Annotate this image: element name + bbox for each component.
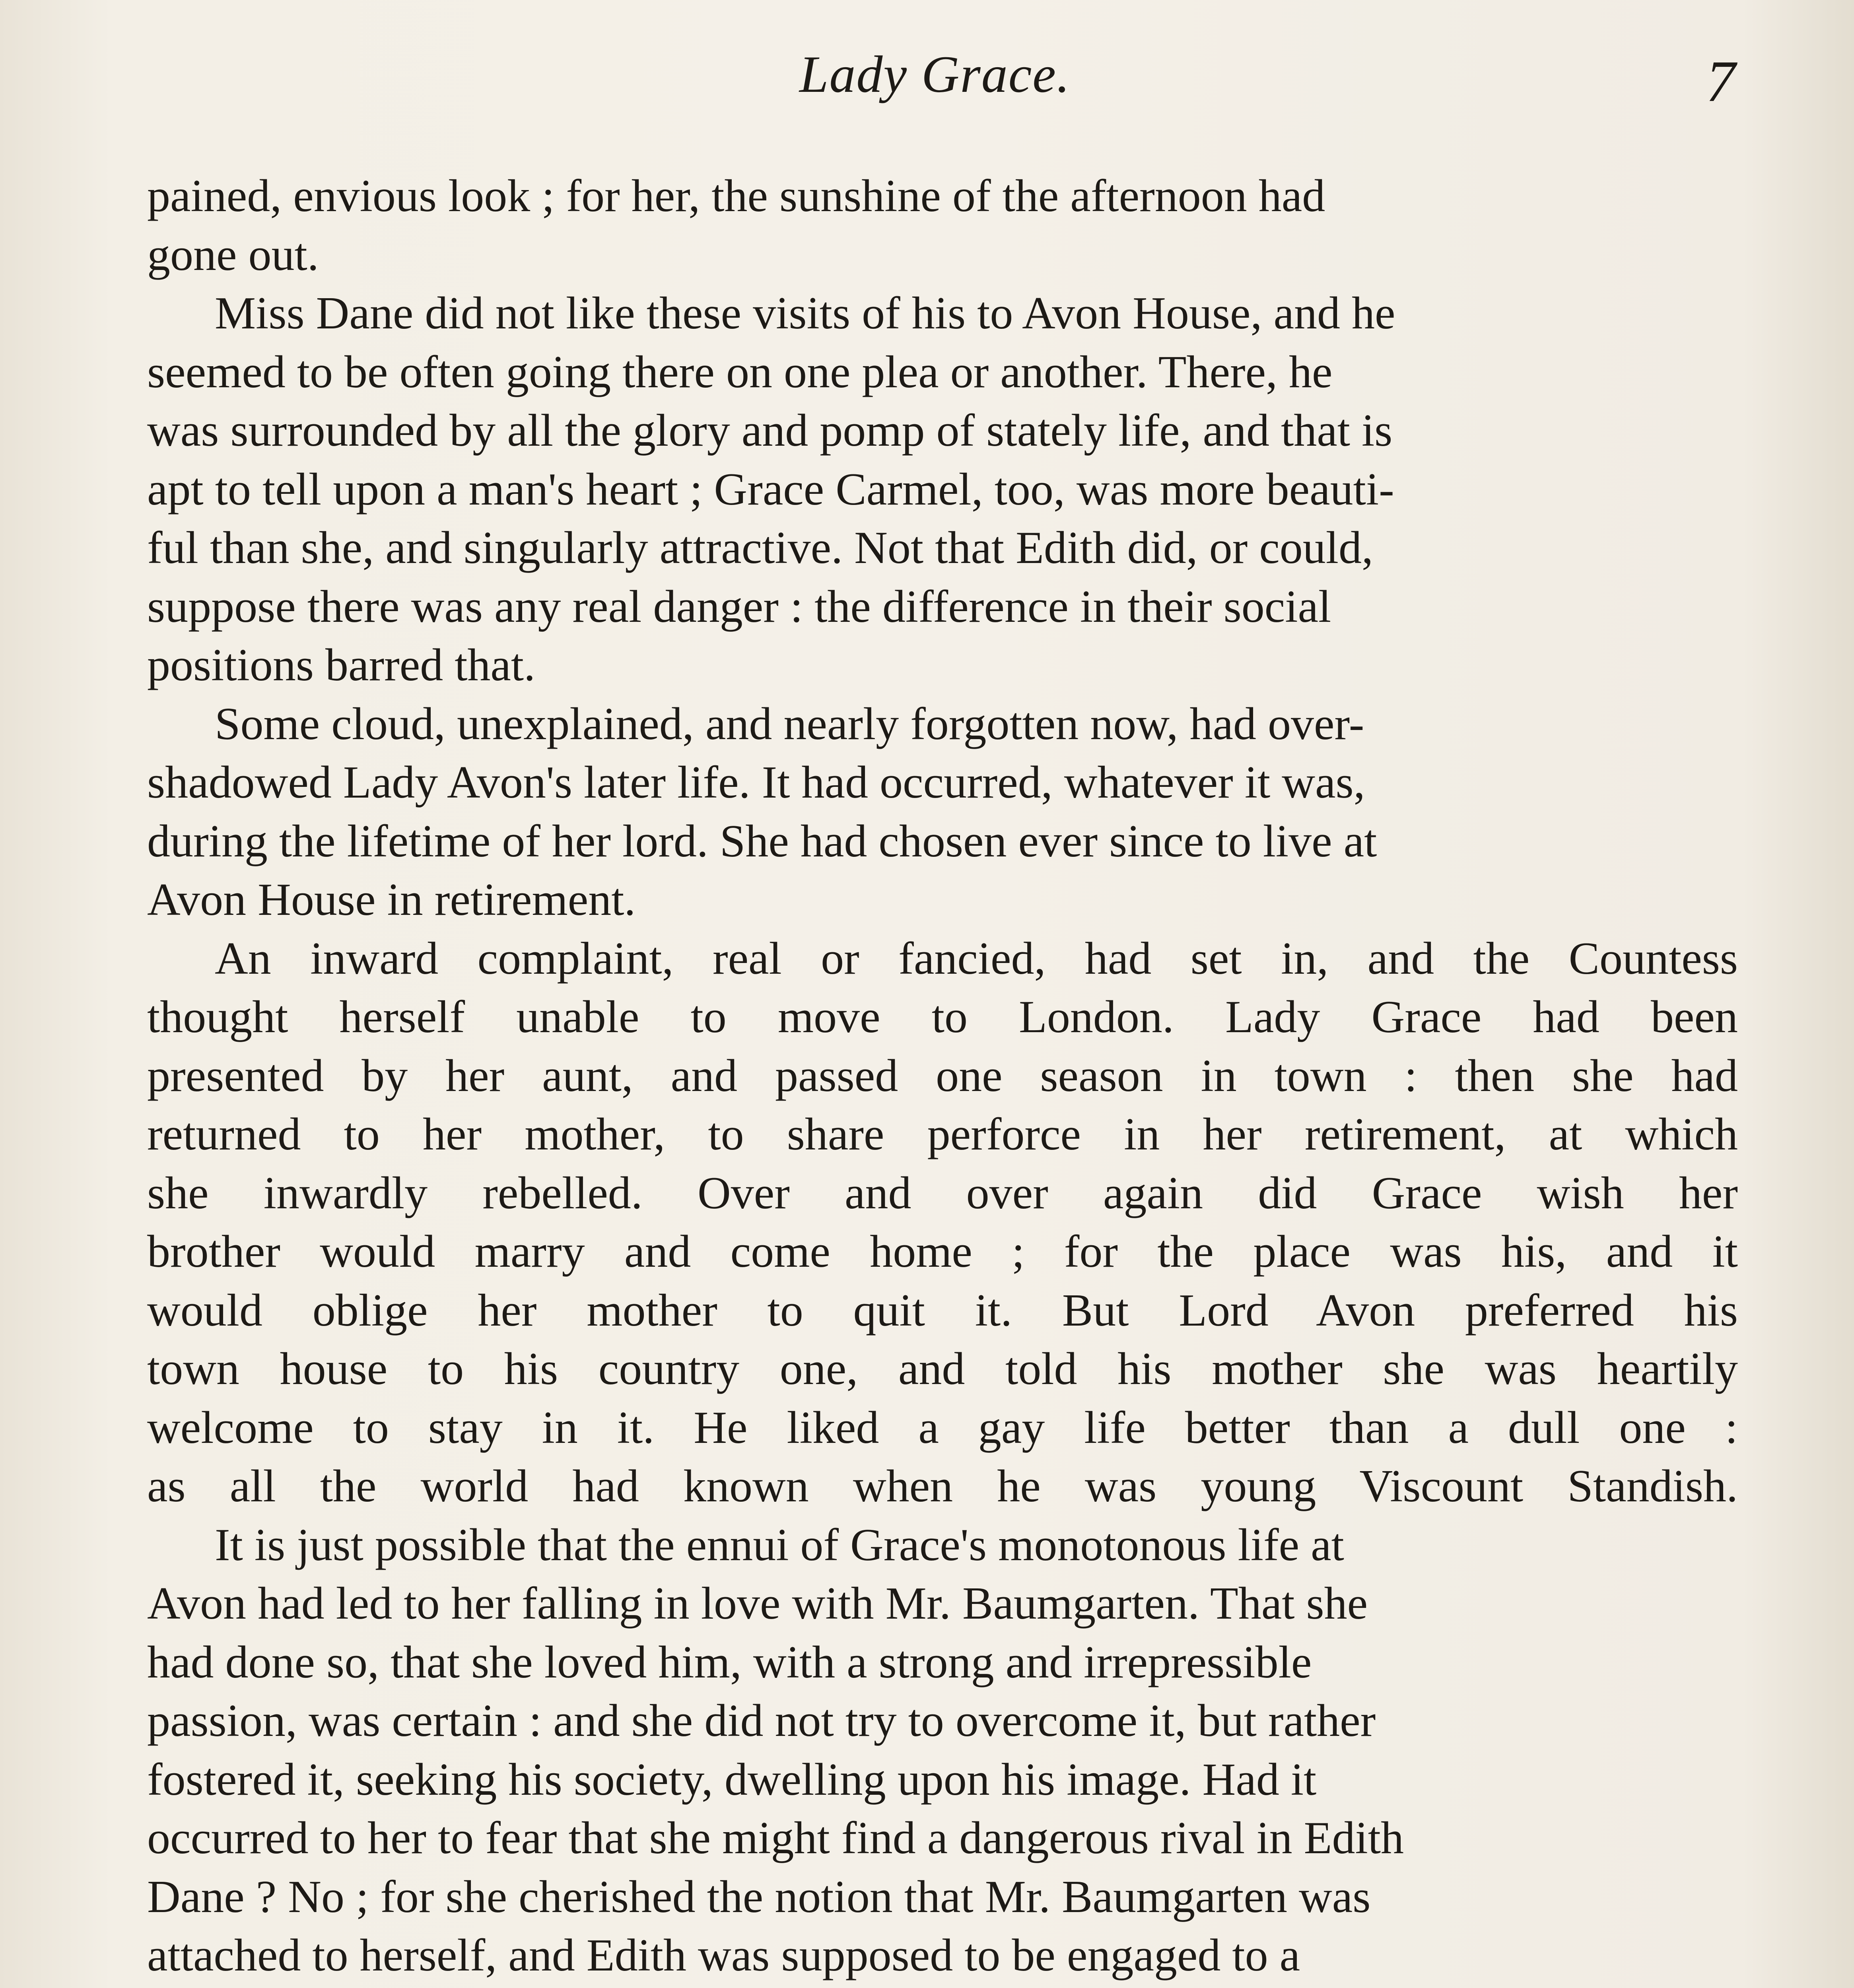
text-line: Avon House in retirement.	[147, 874, 636, 925]
body-text	[147, 167, 1738, 1988]
text-line: An inward complaint, real or fancied, had set in, and the Countess	[215, 933, 1738, 984]
text-line: Dane ? No ; for she cherished the notion that Mr. Baumgarten was	[147, 1871, 1371, 1922]
text-line: town house to his country one, and told his mother she was heartily	[147, 1343, 1738, 1394]
text-line: had done so, that she loved him, with a strong and irrepressible	[147, 1637, 1312, 1688]
text-line: shadowed Lady Avon's later life. It had occurred, whatever it was,	[147, 757, 1365, 808]
running-header	[0, 44, 1854, 123]
text-line: Miss Dane did not like these visits of his to Avon House, and he	[215, 288, 1395, 339]
text-line: welcome to stay in it. He liked a gay life better than a dull one :	[147, 1402, 1738, 1453]
text-line: thought herself unable to move to London. Lady Grace had been	[147, 992, 1738, 1043]
text-line: It is just possible that the ennui of Grace's monotonous life at	[215, 1519, 1344, 1571]
text-line: Avon had led to her falling in love with Mr. Baumgarten. That she	[147, 1578, 1368, 1629]
text-line: presented by her aunt, and passed one season in town : then she had	[147, 1050, 1738, 1101]
text-line: positions barred that.	[147, 640, 536, 691]
page-number: 7	[1706, 49, 1735, 114]
paragraph-4	[147, 930, 1738, 1516]
text-line: as all the world had known when he was young Viscount Standish.	[147, 1461, 1738, 1512]
paragraph-1	[147, 167, 1738, 284]
text-line: would oblige her mother to quit it. But Lord Avon preferred his	[147, 1285, 1738, 1336]
text-line: occurred to her to fear that she might find a dangerous rival in Edith	[147, 1813, 1404, 1864]
text-line: was surrounded by all the glory and pomp of stately life, and that is	[147, 405, 1393, 456]
text-line: passion, was certain : and she did not try to overcome it, but rather	[147, 1695, 1376, 1746]
text-line: apt to tell upon a man's heart ; Grace Carmel, too, was more beauti-	[147, 464, 1394, 515]
text-line: returned to her mother, to share perforce in her retirement, at which	[147, 1109, 1738, 1160]
text-line: fostered it, seeking his society, dwelling upon his image. Had it	[147, 1754, 1317, 1805]
text-line: Some cloud, unexplained, and nearly forgotten now, had over-	[215, 698, 1364, 749]
paragraph-2	[147, 284, 1738, 695]
text-line: she inwardly rebelled. Over and over again did Grace wish her	[147, 1167, 1738, 1219]
text-line: seemed to be often going there on one plea or another. There, he	[147, 346, 1333, 398]
running-title: Lady Grace.	[799, 45, 1071, 103]
text-line: brother would marry and come home ; for the place was his, and it	[147, 1226, 1738, 1277]
paragraph-3	[147, 695, 1738, 930]
text-line: attached to herself, and Edith was supposed to be engaged to a	[147, 1930, 1300, 1981]
text-line: pained, envious look ; for her, the sunshine of the afternoon had	[147, 171, 1325, 221]
text-line: suppose there was any real danger : the difference in their social	[147, 581, 1331, 632]
text-line: gone out.	[147, 229, 319, 280]
text-line: during the lifetime of her lord. She had chosen ever since to live at	[147, 815, 1377, 867]
text-line: ful than she, and singularly attractive. Not that Edith did, or could,	[147, 522, 1373, 573]
paragraph-5	[147, 1516, 1738, 1988]
